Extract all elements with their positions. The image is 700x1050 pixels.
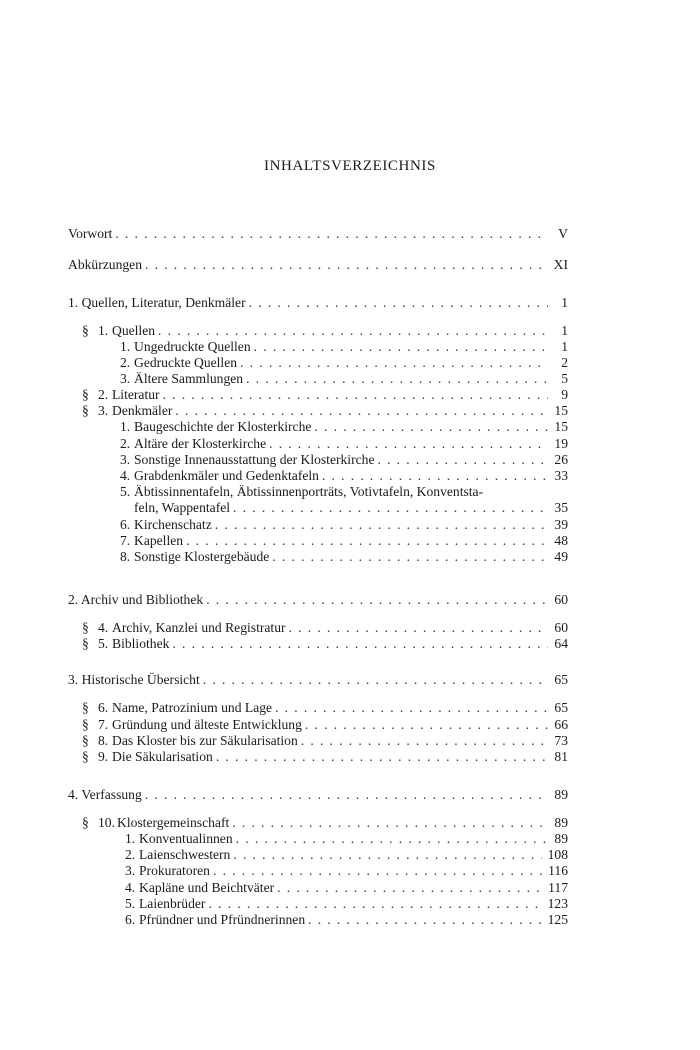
entry-label: Archiv, Kanzlei und Registratur xyxy=(112,620,286,635)
entry-number: 5. xyxy=(125,896,136,911)
entry-number: 2. xyxy=(120,436,131,451)
leader-dots xyxy=(240,354,548,371)
leader-dots xyxy=(314,418,548,435)
page-number: 64 xyxy=(554,636,568,651)
leader-dots xyxy=(308,911,541,928)
toc-entry xyxy=(68,402,568,419)
page-number: 9 xyxy=(561,387,568,402)
section-symbol: § xyxy=(82,749,89,764)
section-symbol: § xyxy=(82,733,89,748)
page-number: 39 xyxy=(554,517,568,532)
entry-number: 2. xyxy=(125,847,136,862)
entry-label: Sonstige Innenausstattung der Klosterkirche xyxy=(134,452,375,467)
entry-label: 2. Archiv und Bibliothek xyxy=(68,592,204,607)
page-number: 60 xyxy=(554,620,568,635)
toc-entry xyxy=(68,338,568,355)
leader-dots xyxy=(213,862,542,879)
entry-label: Konventualinnen xyxy=(139,831,233,846)
entry-label: Altäre der Klosterkirche xyxy=(134,436,267,451)
entry-number: 8. xyxy=(98,733,109,748)
page-number: 116 xyxy=(548,863,568,878)
leader-dots xyxy=(186,532,548,549)
entry-number: 1. xyxy=(120,419,131,434)
toc-entry xyxy=(68,846,568,863)
page-number: 48 xyxy=(554,533,568,548)
leader-dots xyxy=(249,294,548,311)
page-number: 49 xyxy=(554,549,568,564)
toc-entry xyxy=(68,467,568,484)
entry-label: Prokuratoren xyxy=(139,863,210,878)
toc-entry xyxy=(68,532,568,549)
page-number: 5 xyxy=(561,371,568,386)
page-number: 19 xyxy=(554,436,568,451)
entry-number: 5. xyxy=(120,484,131,499)
entry-label: Ungedruckte Quellen xyxy=(134,339,251,354)
section-symbol: § xyxy=(82,636,89,651)
page-number: 60 xyxy=(554,592,568,607)
entry-label: Die Säkularisation xyxy=(112,749,213,764)
leader-dots xyxy=(272,548,548,565)
page-number: 1 xyxy=(561,339,568,354)
section-symbol: § xyxy=(82,717,89,732)
leader-dots xyxy=(163,386,548,403)
page-number: V xyxy=(558,226,568,241)
section-symbol: § xyxy=(82,403,89,418)
toc-entry xyxy=(68,699,568,716)
page-number: XI xyxy=(553,257,568,272)
entry-label: Gründung und älteste Entwicklung xyxy=(112,717,302,732)
entry-number: 2. xyxy=(98,387,109,402)
leader-dots xyxy=(277,879,542,896)
entry-number: 3. xyxy=(98,403,109,418)
entry-label: Abkürzungen xyxy=(68,257,142,272)
leader-dots xyxy=(215,516,548,533)
toc-entry xyxy=(68,619,568,636)
toc-entry xyxy=(68,862,568,879)
entry-number: 5. xyxy=(98,636,109,651)
section-symbol: § xyxy=(82,700,89,715)
page-number: 123 xyxy=(547,896,568,911)
leader-dots xyxy=(377,451,548,468)
entry-number: 10. xyxy=(98,815,115,830)
entry-label: Kapläne und Beichtväter xyxy=(139,880,275,895)
entry-label: Laienschwestern xyxy=(139,847,231,862)
toc-entry xyxy=(68,635,568,652)
leader-dots xyxy=(208,895,541,912)
toc-entry xyxy=(68,814,568,831)
entry-number: 6. xyxy=(125,912,136,927)
entry-label: Gedruckte Quellen xyxy=(134,355,238,370)
entry-label: Das Kloster bis zur Säkularisation xyxy=(112,733,298,748)
leader-dots xyxy=(216,748,548,765)
entry-label: Baugeschichte der Klosterkirche xyxy=(134,419,312,434)
entry-label: Pfründner und Pfründnerinnen xyxy=(139,912,306,927)
toc-entry xyxy=(68,516,568,533)
leader-dots xyxy=(175,402,548,419)
leader-dots xyxy=(233,846,541,863)
leader-dots xyxy=(236,830,548,847)
toc-entry xyxy=(68,671,568,688)
page-number: 2 xyxy=(561,355,568,370)
toc-entry xyxy=(68,294,568,311)
toc-entry xyxy=(68,435,568,452)
entry-number: 1. xyxy=(98,323,109,338)
entry-number: 3. xyxy=(125,863,136,878)
entry-number: 7. xyxy=(120,533,131,548)
page-number: 65 xyxy=(554,672,568,687)
leader-dots xyxy=(269,435,548,452)
toc-entry xyxy=(68,418,568,435)
leader-dots xyxy=(158,322,548,339)
section-symbol: § xyxy=(82,620,89,635)
page-number: 33 xyxy=(554,468,568,483)
entry-label: Quellen xyxy=(112,323,156,338)
leader-dots xyxy=(322,467,548,484)
toc-entry xyxy=(68,879,568,896)
page-number: 117 xyxy=(548,880,568,895)
entry-label: 3. Historische Übersicht xyxy=(68,672,200,687)
entry-label: Vorwort xyxy=(68,226,113,241)
leader-dots xyxy=(172,635,548,652)
toc-entry xyxy=(68,370,568,387)
toc-entry xyxy=(68,354,568,371)
toc-entry xyxy=(68,591,568,608)
toc-entry xyxy=(68,732,568,749)
page-title: INHALTSVERZEICHNIS xyxy=(264,158,436,174)
entry-label: Name, Patrozinium und Lage xyxy=(112,700,273,715)
entry-label-continued: feln, Wappentafel xyxy=(134,500,231,515)
page-number: 1 xyxy=(561,295,568,310)
leader-dots xyxy=(115,225,548,242)
page-number: 26 xyxy=(554,452,568,467)
leader-dots xyxy=(145,786,548,803)
toc-entry xyxy=(68,830,568,847)
leader-dots xyxy=(206,591,548,608)
page-number: 15 xyxy=(554,419,568,434)
leader-dots xyxy=(203,671,548,688)
toc-entry xyxy=(68,256,568,273)
entry-number: 4. xyxy=(120,468,131,483)
entry-number: 7. xyxy=(98,717,109,732)
toc-entry xyxy=(68,716,568,733)
page-number: 89 xyxy=(554,787,568,802)
toc-entry xyxy=(68,911,568,928)
entry-label: Kapellen xyxy=(134,533,184,548)
entry-label: Klostergemeinschaft xyxy=(117,815,230,830)
leader-dots xyxy=(233,499,548,516)
toc-entry xyxy=(68,386,568,403)
entry-label: Literatur xyxy=(112,387,160,402)
page-number: 89 xyxy=(554,831,568,846)
page-number: 1 xyxy=(561,323,568,338)
entry-label: Denkmäler xyxy=(112,403,173,418)
leader-dots xyxy=(301,732,548,749)
entry-number: 3. xyxy=(120,371,131,386)
entry-number: 6. xyxy=(98,700,109,715)
page-number: 108 xyxy=(547,847,568,862)
entry-number: 3. xyxy=(120,452,131,467)
page-number: 35 xyxy=(554,500,568,515)
entry-number: 1. xyxy=(120,339,131,354)
page-number: 15 xyxy=(554,403,568,418)
leader-dots xyxy=(289,619,548,636)
toc-entry xyxy=(68,786,568,803)
page-number: 65 xyxy=(554,700,568,715)
page-number: 81 xyxy=(554,749,568,764)
entry-number: 4. xyxy=(125,880,136,895)
entry-number: 2. xyxy=(120,355,131,370)
page-number: 125 xyxy=(547,912,568,927)
entry-label: Kirchenschatz xyxy=(134,517,212,532)
toc-entry xyxy=(68,322,568,339)
leader-dots xyxy=(254,338,548,355)
toc-entry xyxy=(68,451,568,468)
toc-entry xyxy=(68,548,568,565)
section-symbol: § xyxy=(82,815,89,830)
section-symbol: § xyxy=(82,323,89,338)
page-number: 66 xyxy=(554,717,568,732)
entry-label: 1. Quellen, Literatur, Denkmäler xyxy=(68,295,246,310)
toc-entry xyxy=(68,895,568,912)
entry-number: 1. xyxy=(125,831,136,846)
toc-entry xyxy=(68,225,568,242)
section-symbol: § xyxy=(82,387,89,402)
entry-label: Sonstige Klostergebäude xyxy=(134,549,270,564)
entry-number: 6. xyxy=(120,517,131,532)
entry-number: 9. xyxy=(98,749,109,764)
toc-entry xyxy=(68,483,568,500)
entry-number: 8. xyxy=(120,549,131,564)
leader-dots xyxy=(232,814,548,831)
page-number: 89 xyxy=(554,815,568,830)
page-number: 73 xyxy=(554,733,568,748)
toc-entry-continuation xyxy=(68,499,568,516)
entry-label: Ältere Sammlungen xyxy=(134,371,244,386)
leader-dots xyxy=(305,716,548,733)
entry-label: Grabdenkmäler und Gedenktafeln xyxy=(134,468,319,483)
entry-label: Laienbrüder xyxy=(139,896,206,911)
entry-label: Äbtissinnentafeln, Äbtissinnenporträts, Votivtafeln, Konventsta- xyxy=(134,484,484,499)
entry-label: Bibliothek xyxy=(112,636,170,651)
entry-number: 4. xyxy=(98,620,109,635)
entry-label: 4. Verfassung xyxy=(68,787,142,802)
leader-dots xyxy=(246,370,548,387)
leader-dots xyxy=(145,256,548,273)
toc-entry xyxy=(68,748,568,765)
leader-dots xyxy=(275,699,548,716)
